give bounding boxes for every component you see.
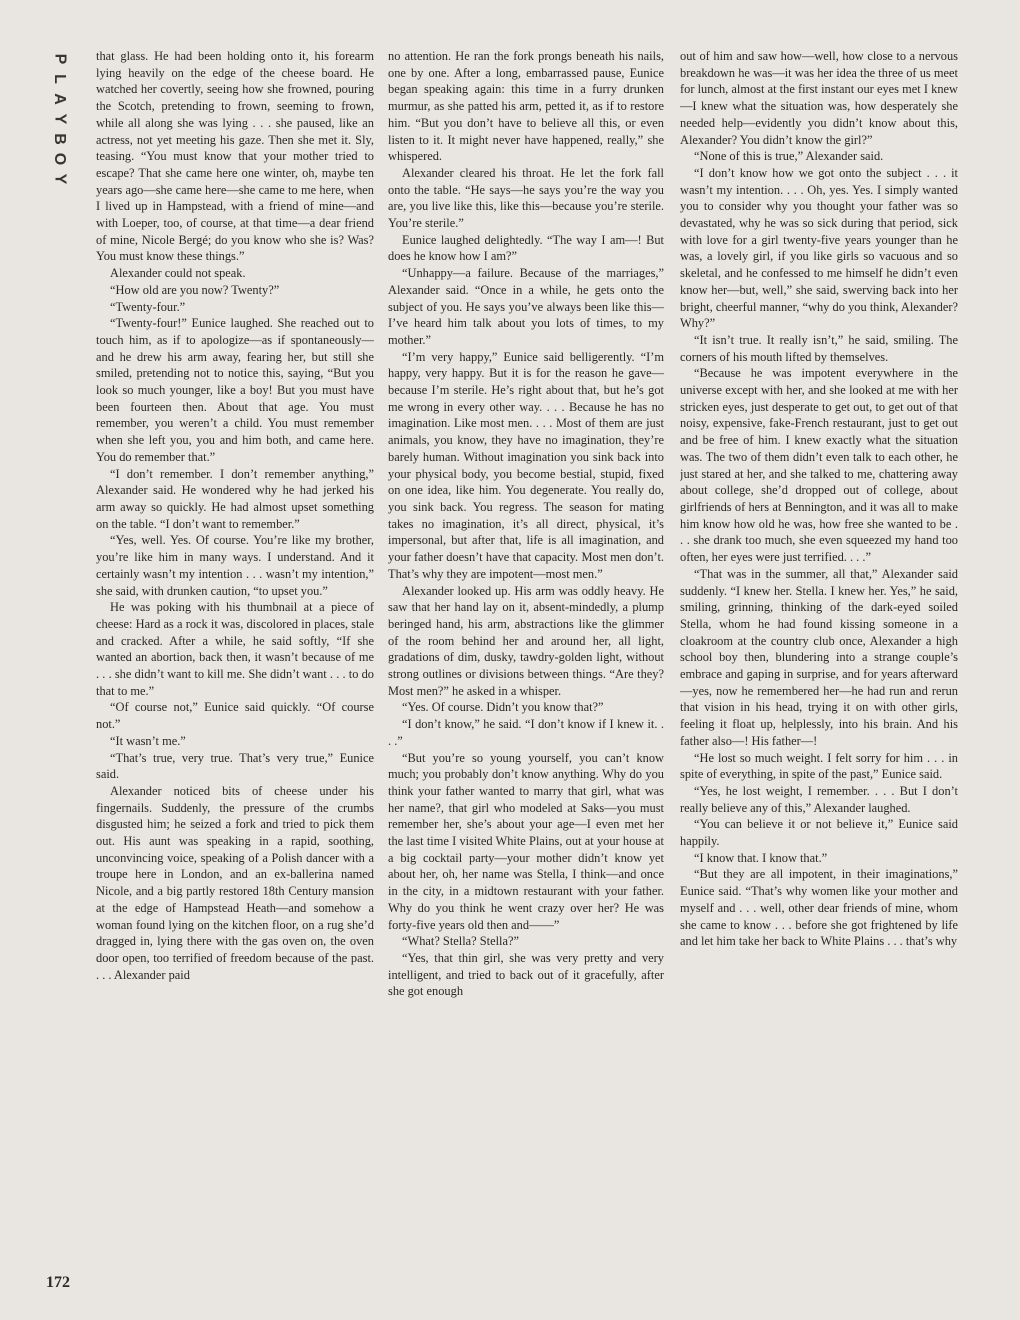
paragraph: “How old are you now? Twenty?” xyxy=(110,282,280,297)
magazine-name-vertical xyxy=(46,50,72,188)
paragraph: “Yes. Of course. Didn’t you know that?” xyxy=(402,700,604,715)
paragraph: that glass. He had been holding onto it, his forearm lying heavily on the edge of the cheese board. He watched her covertly, seeing how she frowned, pouring the Scotch, pretending to frown, seeming to frown, while all along she was lying . . . she paused, like an actress, not yet meeting his gaze. Then she met it. Sly, teasing. “You must know that your mother tried to escape? That she came here one winter, oh, maybe ten years ago—she came here—she came to me here, when I lived up in Hampstead, with a friend of mine—and with Loeper, too, of course, at that time—a dear friend of mine, Nicole Bergé; do you know who she is? Was? You must know these things.” xyxy=(96,49,374,264)
magazine-name-letter: Y xyxy=(50,113,68,125)
paragraph: Eunice laughed delightedly. “The way I am—! But does he know how I am?” xyxy=(388,232,664,264)
paragraph: “He lost so much weight. I felt sorry for him . . . in spite of everything, in spite of the past,” Eunice said. xyxy=(680,750,958,782)
paragraph: Alexander cleared his throat. He let the fork fall onto the table. “He says—he says you’re the way you are, you live like this, like this—because you’re sterile. You’re sterile.” xyxy=(388,165,664,231)
magazine-name-letter: Y xyxy=(50,173,68,185)
paragraph: Alexander noticed bits of cheese under his fingernails. Suddenly, the pressure of the crumbs disgusted him; he seized a fork and tried to pick them out. His aunt was speaking in a rapid, soothing, unconvincing voice, speaking of a Polish dancer with a troupe here in London, and an ex-ballerina named Nicole, and a big partly restored 18th Century mansion at the edge of Hampstead Heath—and somehow a woman found lying on the kitchen floor, on a rug she’d dragged in, lying there with the gas oven on, the oven door open, too terrified of freedom because of the past. . . . Alexander paid xyxy=(96,783,374,982)
paragraph: “Twenty-four.” xyxy=(110,299,186,314)
paragraph: Alexander could not speak. xyxy=(110,266,246,281)
paragraph: “Unhappy—a failure. Because of the marriages,” Alexander said. “Once in a while, he gets onto the subject of you. He says you’ve always been like this—I’ve heard him talk about you lots of times, to my mother.” xyxy=(388,266,664,347)
paragraph: “But you’re so young yourself, you can’t know much; you probably don’t know anything. Why do you think your father wanted to marry that girl, what was her name?, that girl who modeled at Saks—you must remember her, she’s about your age—I even met her the last time I visited White Plains, out at your house at a big cocktail party—your mother didn’t know yet about her, oh, her name was Stella, I think—and once in the city, in a midtown restaurant with your father. Why do you think he went crazy over her? He was forty-five years old then and——” xyxy=(388,750,664,932)
paragraph: “Yes, that thin girl, she was very pretty and very intelligent, and tried to back out of it gracefully, after she got enough xyxy=(388,950,664,999)
text-column-1 xyxy=(96,48,374,1288)
paragraph: “I don’t remember. I don’t remember anything,” Alexander said. He wondered why he had jerked his arm away so quickly. He had almost upset something on the table. “I don’t want to remember.” xyxy=(96,466,374,531)
paragraph: out of him and saw how—well, how close to a nervous breakdown he was—it was her idea the three of us meet for lunch, almost at the first instant our eyes met I knew—I knew what the situation was, how desperately she needed help—evidently you didn’t know about this, Alexander? You didn’t know the girl?” xyxy=(680,49,958,147)
magazine-name-letter: P xyxy=(50,53,68,65)
paragraph: “You can believe it or not believe it,” Eunice said happily. xyxy=(680,817,958,849)
paragraph: “I’m very happy,” Eunice said belligerently. “I’m happy, very happy. But it is for the reason he gave—because I’m sterile. He’s right about that, but he’s got me wrong in every other way. . . . Because he has no imagination. Like most men. . . . Most of them are just animals, you know, they have no imagination, they’re barely human. Without imagination you sink back into your physical body, you become bestial, stupid, fixed on one idea, like him. You degenerate. You really do, you sink back. You regress. The season for mating takes no imagination, it’s all direct, physical, it’s impersonal, but after that, life is all imagination, and your father doesn’t have that capacity. Most men don’t. That’s why they are impotent—most men.” xyxy=(388,349,664,581)
paragraph: Alexander looked up. His arm was oddly heavy. He saw that her hand lay on it, absent-mindedly, a plump beringed hand, his arm, abstractions like the glimmer of the room behind her and around her, all light, gradations of dim, dusky, tawdry-golden light, without strong outlines or divisions between things. “Are they? Most men?” he asked in a whisper. xyxy=(388,583,664,698)
magazine-name-letter: O xyxy=(50,152,68,166)
paragraph: “I don’t know,” he said. “I don’t know if I knew it. . . .” xyxy=(388,717,664,748)
magazine-name-letter: L xyxy=(51,74,68,84)
paragraph: “None of this is true,” Alexander said. xyxy=(694,149,884,164)
paragraph: “Yes, well. Yes. Of course. You’re like my brother, you’re like him in many ways. I understand. And it certainly wasn’t my intention . . . wasn’t my intention,” she said, with drunken caution, “to upset you.” xyxy=(96,533,374,598)
paragraph: “Of course not,” Eunice said quickly. “Of course not.” xyxy=(96,700,374,732)
paragraph: no attention. He ran the fork prongs beneath his nails, one by one. After a long, embarrassed pause, Eunice began speaking again: this time in a furry drunken murmur, as she patted his arm, petted it, as if to restore him. “But you don’t have to believe all this, or even listen to it. It might never have happened, really,” she whispered. xyxy=(388,49,664,164)
paragraph: “What? Stella? Stella?” xyxy=(402,934,519,949)
paragraph: “That’s true, very true. That’s very true,” Eunice said. xyxy=(96,750,374,782)
paragraph: “It isn’t true. It really isn’t,” he said, smiling. The corners of his mouth lifted by themselves. xyxy=(680,332,958,364)
paragraph: “Twenty-four!” Eunice laughed. She reached out to touch him, as if to apologize—as if spontaneously—and he drew his arm away, fearing her, but still she smiled, pretending not to notice this, saying, “But you look so much younger, like a boy! But you must have been fourteen then. About that age. You must remember, you weren’t a child. You must remember when she left you, you and him both, and came here. You do remember that.” xyxy=(96,316,374,464)
paragraph: “Because he was impotent everywhere in the universe except with her, and she looked at me with her stricken eyes, just desperate to get out, to get out of that noisy, expensive, fake-French restaurant, just to get out and be free of him. I knew exactly what the situation was. The two of them didn’t even talk to each other, he just stared at her, and she talked to me, chattering away about college, she’d dropped out of college, about girlfriends of hers at Bennington, and it was all to make him know how old he was, how free she wanted to be . . . she drank too much, she even squeezed my hand too often, her eyes were just terrified. . . .” xyxy=(680,366,958,565)
paragraph: “That was in the summer, all that,” Alexander said suddenly. “I knew her. Stella. I knew her. Yes,” he said, smiling, grinning, thinking of the dark-eyed soiled Stella, whom he had found kissing someone in a cloakroom at the country club once, Alexander a high school boy then, blundering into a strange couple’s embrace and gaping in surprise, and for years afterward—yes, now he remembered her—he had run and rerun that vision in his head, trying it on with other girls, feeling it float up, helplessly, into his brain. And his father also—! His father—! xyxy=(680,566,958,748)
paragraph: He was poking with his thumbnail at a piece of cheese: Hard as a rock it was, discolored in places, stale and cracked. After a while, he said softly, “If she wanted an abortion, back then, it wasn’t because of me . . . she didn’t want to kill me. She didn’t want . . . to do that to me.” xyxy=(96,600,374,698)
text-column-2 xyxy=(388,48,664,1288)
paragraph: “I know that. I know that.” xyxy=(694,850,828,865)
text-column-3 xyxy=(680,48,958,1288)
magazine-name-letter: B xyxy=(51,133,68,145)
paragraph: “But they are all impotent, in their imaginations,” Eunice said. “That’s why women like your mother and myself and . . . well, other dear friends of mine, whom she came to know . . . before she got frightened by life and let him take her back to White Plains . . . that’s why xyxy=(680,867,958,949)
paragraph: “I don’t know how we got onto the subject . . . it wasn’t my intention. . . . Oh, yes. Yes. I simply wanted you to consider why you thought your father was so devastated, why he was so sick during that period, sick with love for a girl twenty-five years younger than he was, a lovely girl, if you like girls so vacuous and so skeletal, and he confessed to me himself he didn’t even know her—but, well,” she said, swerving back into her bright, cheerful manner, “why do you think, Alexander? Why?” xyxy=(680,165,958,331)
paragraph: “Yes, he lost weight, I remember. . . . But I don’t really believe any of this,” Alexander laughed. xyxy=(680,783,958,815)
paragraph: “It wasn’t me.” xyxy=(110,733,186,748)
magazine-name-letter: A xyxy=(51,93,68,105)
page-number: 172 xyxy=(46,1274,70,1291)
